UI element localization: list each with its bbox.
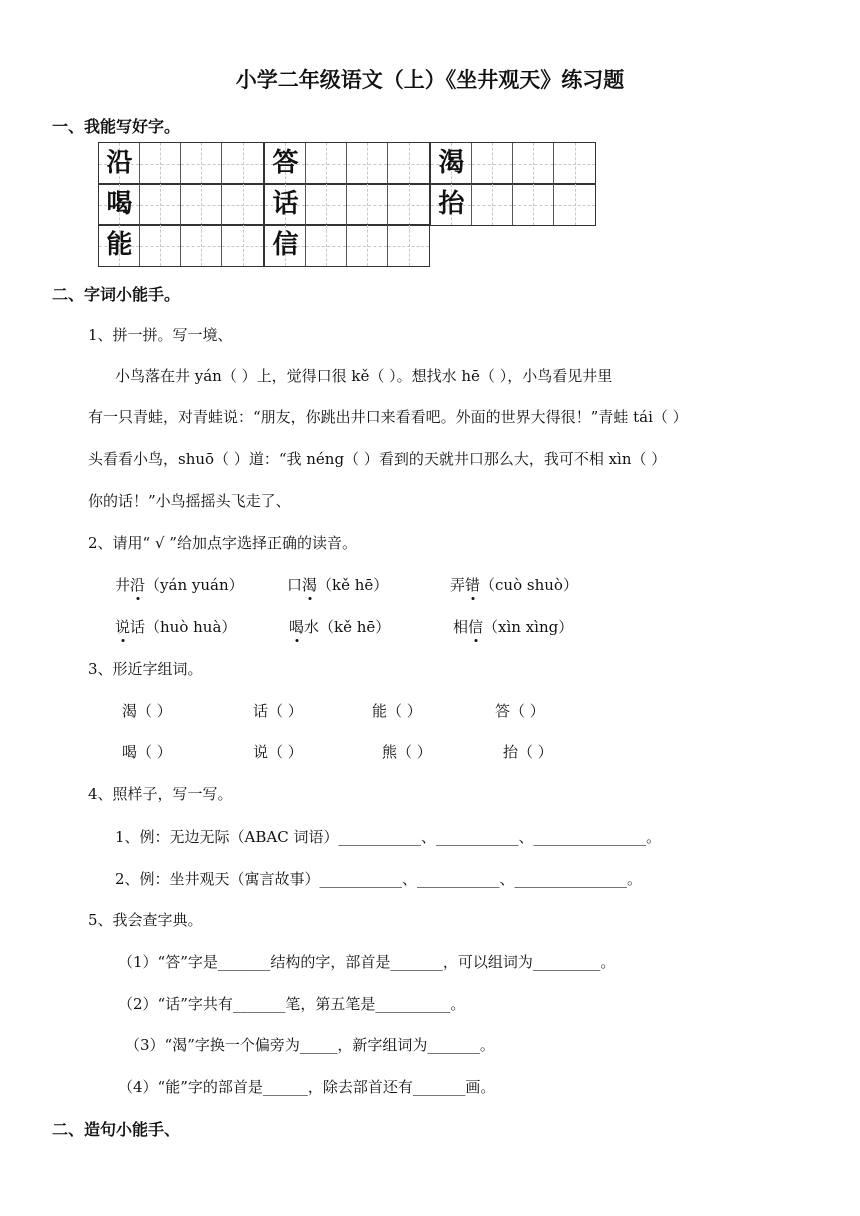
writing-cell-blank [181,225,222,266]
writing-cell-blank [222,184,263,225]
q1-line1: 小鸟落在井 yán（ ）上，觉得口很 kě（ ）。想找水 hē（ ），小鸟看见井里 [115,367,613,385]
writing-cell-model [265,184,306,225]
writing-cell-model [99,225,140,266]
q3-word: 说（ ） [253,743,303,761]
writing-cell-model [99,184,140,225]
writing-cell-group [98,224,264,267]
q2-item-4: 说话（huò huà） [115,618,237,636]
writing-cell-group [264,224,430,267]
q3-word: 喝（ ） [122,743,172,761]
model-character: 信 [272,230,299,260]
dotted-char: 沿 [130,576,146,594]
writing-cell-group [264,183,430,226]
writing-cell-group [98,142,264,185]
writing-cell-group [98,183,264,226]
q1-label: 1、拼一拼。写一境、 [88,326,233,344]
model-character: 沿 [106,148,133,178]
page-title: 小学二年级语文（上）《坐井观天》练习题 [235,67,625,92]
writing-cell-blank [306,143,347,184]
writing-cell-blank [388,184,429,225]
writing-cell-model [265,143,306,184]
q1-line2: 有一只青蛙，对青蛙说：“朋友，你跳出井口来看看吧。外面的世界大得很！”青蛙 tái（ ） [88,408,688,426]
q5-label: 5、我会查字典。 [88,911,203,929]
writing-cell-blank [140,184,181,225]
writing-cell-model [265,225,306,266]
writing-cell-group [430,183,596,226]
dotted-char: 信 [468,618,484,636]
q2-label: 2、请用“ √ ”给加点字选择正确的读音。 [88,534,357,552]
writing-cell-blank [140,225,181,266]
q3-word: 答（ ） [495,702,545,720]
writing-cell-blank [347,184,388,225]
model-character: 话 [272,189,299,219]
writing-cell-blank [347,225,388,266]
section1-heading: 一、我能写好字。 [52,117,181,136]
writing-cell-blank [140,143,181,184]
q5-line4: （4）“能”字的部首是______，除去部首还有_______画。 [118,1078,496,1096]
q3-word: 熊（ ） [382,743,432,761]
q1-line3: 头看看小鸟，shuō（ ）道：“我 néng（ ）看到的天就井口那么大，我可不相 xìn（ ） [88,450,667,468]
q2-item-2: 口渴（kě hē） [287,576,389,594]
writing-cell-blank [222,143,263,184]
dotted-char: 渴 [302,576,318,594]
writing-cell-blank [472,143,513,184]
writing-cell-model [431,184,472,225]
writing-cell-blank [513,184,554,225]
model-character: 能 [106,230,133,260]
q2-item-6: 相信（xìn xìng） [453,618,574,636]
model-character: 抬 [438,189,465,219]
writing-cell-blank [306,184,347,225]
q5-line3: （3）“渴”字换一个偏旁为_____，新字组词为_______。 [125,1036,495,1054]
q3-word: 能（ ） [372,702,422,720]
writing-cell-model [99,143,140,184]
model-character: 答 [272,148,299,178]
q1-line4: 你的话！”小鸟摇摇头飞走了、 [88,492,291,510]
writing-cell-blank [513,143,554,184]
model-character: 喝 [106,189,133,219]
model-character: 渴 [438,148,465,178]
q4-label: 4、照样子，写一写。 [88,785,233,803]
writing-cell-blank [181,143,222,184]
writing-cell-blank [388,143,429,184]
q5-line2: （2）“话”字共有_______笔，第五笔是__________。 [118,995,466,1013]
writing-cell-blank [554,143,595,184]
q3-word: 渴（ ） [122,702,172,720]
dotted-char: 错 [465,576,481,594]
writing-cell-blank [222,225,263,266]
section3-heading: 二、造句小能手、 [52,1120,181,1139]
q4-line2: 2、例：坐井观天（寓言故事）___________、___________、_______________。 [115,870,643,888]
q2-item-1: 井沿（yán yuán） [115,576,244,594]
q3-word: 抬（ ） [503,743,553,761]
writing-cell-group [264,142,430,185]
q2-item-3: 弄错（cuò shuò） [450,576,578,594]
writing-cell-blank [472,184,513,225]
writing-cell-blank [347,143,388,184]
writing-cell-blank [388,225,429,266]
writing-cell-blank [181,184,222,225]
dotted-char: 说 [115,618,131,636]
section2-heading: 二、字词小能手。 [52,285,181,304]
writing-cell-blank [306,225,347,266]
q2-item-5: 喝水（kě hē） [289,618,391,636]
q4-line1: 1、例：无边无际（ABAC 词语）___________、___________、_______________。 [115,828,661,846]
dotted-char: 喝 [289,618,305,636]
writing-cell-group [430,142,596,185]
q5-line1: （1）“答”字是_______结构的字，部首是_______，可以组词为_________。 [118,953,616,971]
q3-word: 话（ ） [253,702,303,720]
writing-cell-blank [554,184,595,225]
writing-cell-model [431,143,472,184]
q3-label: 3、形近字组词。 [88,660,203,678]
